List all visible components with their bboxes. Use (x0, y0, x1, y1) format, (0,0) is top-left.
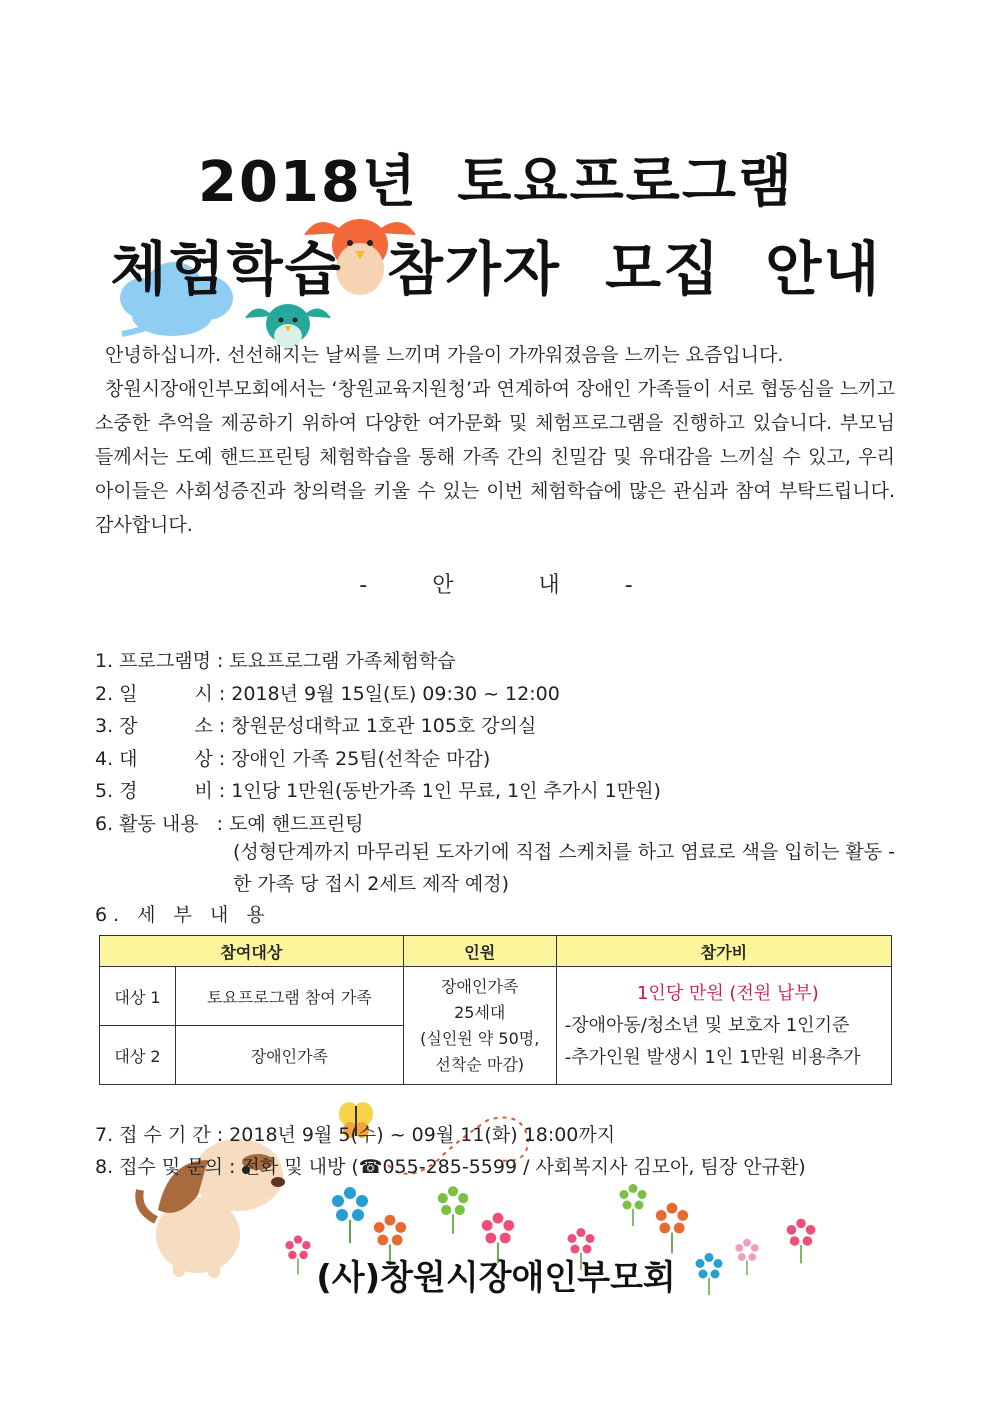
info-item (95, 678, 895, 711)
info-label: 6. 활동 내용 (95, 812, 199, 835)
guide-dash-right: - (624, 573, 633, 598)
info-item (95, 710, 895, 743)
table-cell: 대상 1 (100, 967, 176, 1026)
activity-note: (성형단계까지 마무리된 도자기에 직접 스케치를 하고 염료로 색을 입히는 활동 - 한 가족 당 접시 2세트 제작 예정) (233, 841, 895, 895)
title-line-1: 2018년 토요프로그램 (197, 150, 795, 215)
flower-icon (618, 1180, 648, 1230)
flower-icon (330, 1185, 370, 1245)
info-value: 장애인 가족 25팀(선착순 마감) (231, 747, 491, 770)
title-line-2: 체험학습 참가자 모집 안내 (110, 235, 882, 303)
organization-name: (사)창원시장애인부모회 (316, 1258, 676, 1298)
table-row (100, 967, 892, 1026)
table-cell: 장애인가족 (176, 1026, 404, 1085)
fee-cell (556, 967, 891, 1085)
colon: : (218, 715, 226, 737)
info-label: 4. 대 상 (95, 747, 213, 770)
flower-icon (654, 1200, 690, 1256)
colon: : (218, 780, 226, 802)
info-label: 1. 프로그램명 (95, 650, 211, 672)
detail-label: 6. 세 부 내 용 (95, 904, 271, 926)
info-label: 5. 경 비 (95, 780, 213, 802)
fee-highlight: 1인당 만원 (전원 납부) (636, 982, 819, 1004)
colon: : (216, 650, 224, 672)
colon: : (218, 747, 226, 770)
people-line: (실인원 약 50명, (420, 1028, 540, 1048)
table-cell: 토요프로그램 참여 가족 (176, 967, 404, 1026)
table-cell: 대상 2 (100, 1026, 176, 1085)
table-header: 참가비 (556, 936, 891, 967)
intro-paragraph-2: 창원시장애인부모회에서는 ‘창원교육지원청’과 연계하여 장애인 가족들이 서로 협동심을 느끼고 소중한 추억을 제공하기 위하여 다양한 여가문화 및 체험프로그램을 진행하고 있습니다. 부모님들께서는 도예 핸드프린팅 체험학습을 통해 가족 간의 친밀감 및 유대감을 느끼실 수 있고, 우리 아이들은 사회성증진과 창의력을 키울 수 있는 이번 체험학습에 많은 관심과 참여 부탁드립니다. 감사합니다. (95, 378, 895, 536)
info-value: 1인당 1만원(동반가족 1인 무료, 1인 추가시 1만원) (231, 780, 661, 802)
colon: : (216, 812, 224, 835)
table-header-row (100, 936, 892, 967)
colon: : (218, 682, 226, 705)
info-item (95, 775, 895, 808)
people-line: 25세대 (454, 1002, 506, 1022)
guide-heading (0, 568, 992, 599)
guide-char-1: 안 (432, 573, 454, 598)
table-header: 참여대상 (100, 936, 404, 967)
guide-char-2: 내 (538, 573, 560, 598)
people-line: 선착순 마감) (435, 1054, 525, 1074)
info-value: 2018년 9월 15일(토) 09:30 ~ 12:00 (231, 682, 560, 705)
info-value: 토요프로그램 가족체험학습 (229, 650, 456, 672)
intro-paragraph-1: 안녕하십니까. 선선해지는 날씨를 느끼며 가을이 가까워졌음을 느끼는 요즘입니다. (105, 344, 784, 366)
intro-text (95, 338, 895, 542)
guide-dash-left: - (359, 573, 368, 598)
info-value: 창원문성대학교 1호관 105호 강의실 (231, 715, 537, 737)
info-list (95, 645, 895, 840)
detail-table (99, 935, 892, 1085)
people-line: 장애인가족 (441, 976, 519, 996)
people-cell (403, 967, 556, 1085)
info-item (95, 645, 895, 678)
contact-info: 8. 접수 및 문의 : 전화 및 내방 (☎055-285-5599 / 사회복지사 김모아, 팀장 안규환) (95, 1156, 806, 1178)
info-item (95, 743, 895, 776)
fee-line: -추가인원 발생시 1인 1만원 비용추가 (564, 1046, 861, 1068)
info-label: 2. 일 시 (95, 682, 213, 705)
info-label: 3. 장 소 (95, 715, 213, 737)
fee-line: -장애아동/청소년 및 보호자 1인기준 (564, 1014, 850, 1036)
reception-period: 7. 접 수 기 간 : 2018년 9월 5(수) ~ 09월 11(화) 18:00까지 (95, 1124, 616, 1146)
flower-icon (436, 1182, 470, 1238)
table-header: 인원 (403, 936, 556, 967)
info-value: 도예 핸드프린팅 (229, 812, 364, 835)
